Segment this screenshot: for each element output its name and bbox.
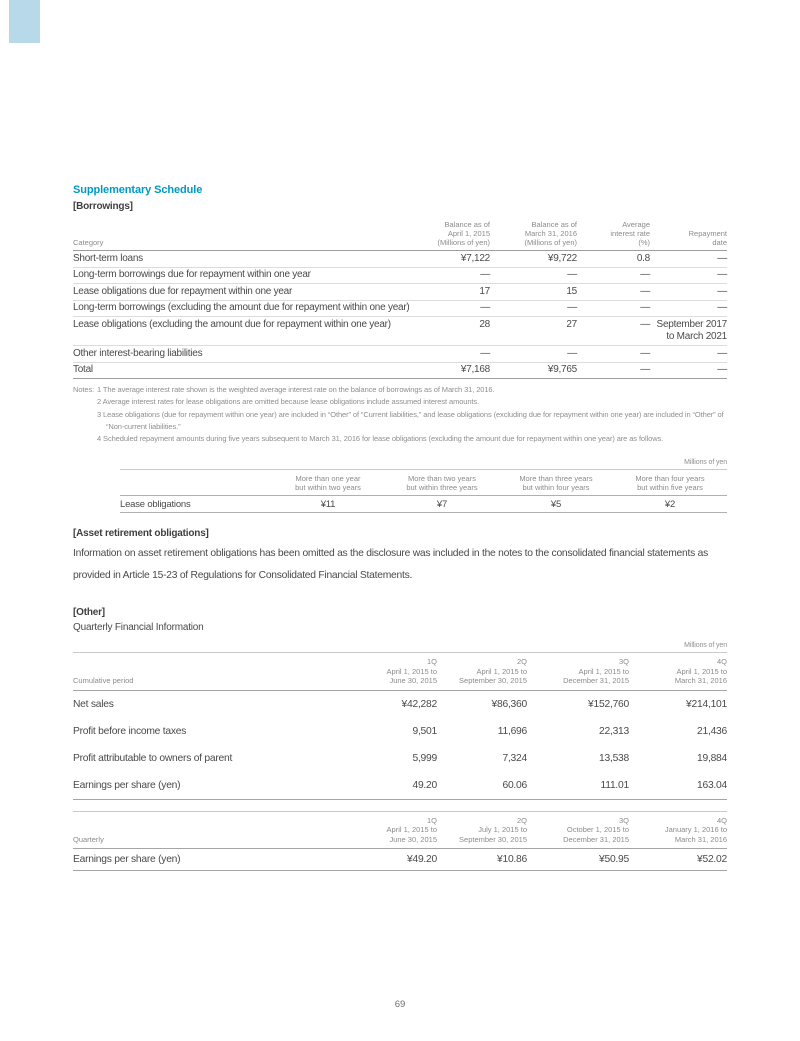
date-cell: — [717, 252, 727, 264]
column-header-year-1-2: More than one year but within two years [295, 474, 361, 493]
rate-cell: — [640, 285, 650, 297]
quarterly-info-subtitle: Quarterly Financial Information [73, 622, 204, 634]
table-row [73, 267, 727, 284]
note-line [73, 384, 727, 396]
date-line-2: to March 2021 [666, 331, 727, 342]
repayment-schedule-table [120, 469, 727, 513]
value-cell: ¥50.95 [599, 854, 629, 866]
rate-cell: — [640, 269, 650, 280]
cumulative-period-table [73, 652, 727, 800]
row-label: Long-term borrowings due for repayment within one year [73, 269, 311, 280]
value-cell: 13,538 [599, 752, 629, 764]
column-header-2q: 2Q July 1, 2015 to September 30, 2015 [459, 815, 527, 844]
column-header-quarterly: Quarterly [73, 834, 104, 844]
note-line [73, 396, 727, 408]
date-line-1: September 2017 [656, 318, 727, 330]
column-header-category: Category [73, 238, 104, 247]
column-header-1q: 1Q April 1, 2015 to June 30, 2015 [386, 815, 437, 844]
balance-2016-cell: 15 [566, 285, 577, 297]
schedule-table-header [120, 470, 727, 496]
row-label: Lease obligations (excluding the amount due for repayment within one year) [73, 318, 391, 330]
row-label: Total [73, 364, 93, 375]
quarterly-table-header [73, 811, 727, 849]
value-cell: ¥10.86 [497, 854, 527, 866]
balance-2015-cell: ¥7,122 [460, 252, 490, 264]
table-total-row [73, 362, 727, 379]
section-heading-borrowings: [Borrowings] [73, 201, 133, 212]
balance-2015-cell: — [480, 302, 490, 313]
value-cell: ¥214,101 [686, 698, 727, 710]
row-label: Lease obligations [120, 498, 191, 510]
schedule-value-cell: ¥5 [550, 498, 562, 510]
table-row [73, 284, 727, 301]
rate-cell: 0.8 [636, 252, 650, 264]
date-cell: — [717, 364, 727, 375]
note-item: 2 Average interest rates for lease obligations are omitted because lease obligations include assumed interest amounts. [97, 397, 480, 407]
date-cell: — [717, 285, 727, 297]
rate-cell: — [640, 364, 650, 375]
date-cell: — [717, 269, 727, 280]
table-row [73, 300, 727, 317]
value-cell: ¥49.20 [407, 854, 437, 866]
column-header-year-3-4: More than three years but within four years [519, 474, 593, 493]
balance-2015-cell: 17 [479, 285, 490, 297]
table-row [73, 317, 727, 346]
rate-cell: — [640, 347, 650, 359]
value-cell: ¥52.02 [697, 854, 727, 866]
value-cell: ¥152,760 [588, 698, 629, 710]
notes-label: Notes: [73, 385, 95, 394]
notes-block [73, 384, 727, 445]
value-cell: 9,501 [412, 725, 437, 737]
page-content [73, 184, 727, 871]
notes-label-spacer [73, 396, 97, 408]
row-label: Short-term loans [73, 252, 143, 264]
quarterly-table [73, 811, 727, 872]
asset-retirement-text: Information on asset retirement obligations has been omitted as the disclosure was included in the notes to the consolidated financial statements as provided in Article 15-23 of Regulations for Consolidated Financial Statements. [73, 548, 708, 582]
column-header-4q: 4Q January 1, 2016 to March 31, 2016 [664, 815, 727, 844]
page-number: 69 [394, 999, 406, 1010]
rate-cell: — [640, 318, 650, 330]
value-cell: ¥86,360 [491, 698, 527, 710]
column-header-3q: 3Q October 1, 2015 to December 31, 2015 [563, 815, 629, 844]
column-header-1q: 1Q April 1, 2015 to June 30, 2015 [386, 657, 437, 686]
row-label: Lease obligations due for repayment within one year [73, 285, 293, 297]
section-heading-other: [Other] [73, 607, 105, 619]
value-cell: 19,884 [697, 752, 727, 764]
table-row [73, 772, 727, 800]
note-line [73, 433, 727, 445]
row-label: Net sales [73, 698, 114, 710]
column-header-4q: 4Q April 1, 2015 to March 31, 2016 [674, 657, 727, 686]
row-label: Profit attributable to owners of parent [73, 752, 233, 764]
value-cell: ¥42,282 [401, 698, 437, 710]
note-item: 4 Scheduled repayment amounts during five years subsequent to March 31, 2016 for lease obligations (excluding the amount due for repayment within one year) are as follows. [97, 434, 664, 444]
notes-label-spacer [73, 409, 97, 434]
borrowings-table-header [73, 220, 727, 251]
column-header-repayment-date: Repayment date [688, 229, 727, 247]
balance-2015-cell: 28 [479, 318, 490, 330]
balance-2016-cell: — [567, 302, 577, 313]
schedule-value-cell: ¥11 [320, 498, 336, 510]
column-header-interest-rate: Average interest rate (%) [610, 220, 650, 247]
unit-label: Millions of yen [684, 642, 727, 650]
schedule-value-cell: ¥7 [436, 498, 448, 510]
column-header-empty [120, 470, 271, 496]
column-header-balance-2015: Balance as of April 1, 2015 (Millions of yen) [437, 220, 490, 247]
value-cell: 111.01 [600, 779, 629, 791]
column-header-cumulative-period: Cumulative period [73, 676, 134, 686]
note-item: 1 The average interest rate shown is the weighted average interest rate on the balance of borrowings as of March 31, 2016. [97, 385, 495, 394]
rate-cell: — [640, 302, 650, 313]
corner-accent-decoration [9, 0, 40, 43]
date-cell [650, 317, 727, 346]
table-row [73, 346, 727, 363]
balance-2016-cell: — [567, 347, 577, 359]
note-line [73, 409, 727, 434]
column-header-balance-2016: Balance as of March 31, 2016 (Millions of yen) [524, 220, 577, 247]
column-header-3q: 3Q April 1, 2015 to December 31, 2015 [563, 657, 629, 686]
value-cell: 49.20 [412, 779, 437, 791]
schedule-value-cell: ¥2 [664, 498, 676, 510]
value-cell: 11,696 [497, 725, 527, 737]
notes-label-spacer [73, 433, 97, 445]
page-title: Supplementary Schedule [73, 184, 203, 196]
balance-2016-cell: — [567, 269, 577, 280]
table-row [120, 496, 727, 513]
balance-2016-cell: 27 [566, 318, 577, 330]
column-header-year-4-5: More than four years but within five years [635, 474, 705, 493]
balance-2015-cell: ¥7,168 [460, 364, 490, 375]
column-header-2q: 2Q April 1, 2015 to September 30, 2015 [459, 657, 527, 686]
value-cell: 22,313 [599, 725, 629, 737]
value-cell: 60.06 [502, 779, 527, 791]
column-header-year-2-3: More than two years but within three years [406, 474, 478, 493]
note-item: 3 Lease obligations (due for repayment within one year) are included in “Other” of “Current liabilities,” and lease obligations (excluding due for repayment within one year) are included in “Other” of “Non-current liabilities.” [97, 409, 724, 431]
row-label: Earnings per share (yen) [73, 854, 181, 866]
other-section [73, 607, 727, 871]
date-cell: — [717, 347, 727, 359]
row-label: Earnings per share (yen) [73, 779, 181, 791]
unit-label: Millions of yen [684, 459, 727, 467]
value-cell: 21,436 [697, 725, 727, 737]
balance-2016-cell: ¥9,722 [547, 252, 577, 264]
table-row [73, 849, 727, 871]
asset-retirement-section [73, 528, 727, 587]
value-cell: 5,999 [412, 752, 437, 764]
table-row [73, 745, 727, 772]
table-row [73, 251, 727, 268]
balance-2016-cell: ¥9,765 [547, 364, 577, 375]
value-cell: 7,324 [502, 752, 527, 764]
balance-2015-cell: — [480, 269, 490, 280]
table-row [73, 718, 727, 745]
borrowings-table [73, 220, 727, 379]
cumulative-table-header [73, 653, 727, 691]
row-label: Long-term borrowings (excluding the amount due for repayment within one year) [73, 302, 410, 313]
balance-2015-cell: — [480, 347, 490, 359]
section-heading-asset-retirement: [Asset retirement obligations] [73, 528, 209, 540]
table-row [73, 690, 727, 718]
value-cell: 163.04 [697, 779, 727, 791]
row-label: Profit before income taxes [73, 725, 187, 737]
row-label: Other interest-bearing liabilities [73, 347, 203, 359]
date-cell: — [717, 302, 727, 313]
